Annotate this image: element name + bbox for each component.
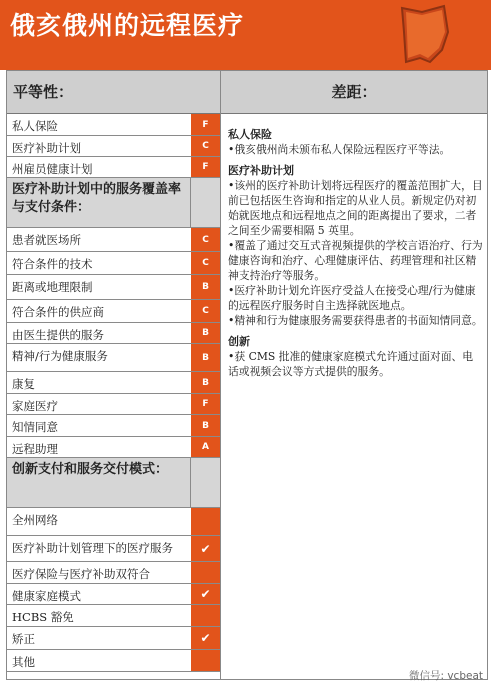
grade-row	[7, 562, 220, 584]
check-icon: ✔	[190, 536, 220, 561]
grade-row	[7, 584, 220, 605]
grade-row	[7, 437, 220, 458]
row-label: 远程助理	[12, 442, 58, 456]
row-label: 健康家庭模式	[12, 589, 81, 603]
gap-section-title: 私人保险	[228, 128, 272, 141]
grade-badge: C	[190, 136, 220, 156]
grade-row	[7, 136, 220, 157]
grade-row	[7, 114, 220, 136]
row-label: 其他	[12, 655, 35, 669]
grade-badge: B	[190, 275, 220, 299]
grade-row	[7, 372, 220, 394]
gap-item: •精神和行为健康服务需要获得患者的书面知情同意。	[228, 314, 483, 327]
row-label: 医疗保险与医疗补助双符合	[12, 567, 150, 581]
grade-badge: C	[190, 252, 220, 274]
page-title: 俄亥俄州的远程医疗	[10, 11, 245, 40]
grade-badge	[190, 178, 220, 227]
grade-badge: F	[190, 157, 220, 177]
grade-row	[7, 627, 220, 650]
row-label: 州雇员健康计划	[12, 162, 93, 176]
equality-header: 平等性：	[7, 71, 220, 114]
wechat-id: 微信号: vcbeat	[408, 670, 483, 682]
grade-row	[7, 252, 220, 275]
gap-item: •俄亥俄州尚未颁布私人保险远程医疗平等法。	[228, 143, 451, 156]
report-card-table	[6, 70, 488, 680]
section-header-row	[7, 178, 220, 228]
grade-badge	[190, 562, 220, 583]
grade-badge: B	[190, 344, 220, 371]
grade-row	[7, 344, 220, 372]
check-icon: ✔	[190, 584, 220, 604]
grade-badge: F	[190, 114, 220, 135]
grade-row	[7, 605, 220, 627]
row-label: 康复	[12, 377, 35, 391]
row-label: 由医生提供的服务	[12, 328, 104, 342]
grade-badge: A	[190, 437, 220, 457]
gaps-header: 差距：	[220, 71, 487, 114]
grade-row	[7, 536, 220, 562]
grade-row	[7, 323, 220, 344]
grade-badge: C	[190, 300, 220, 322]
grade-badge	[190, 458, 220, 507]
row-label: 距离或地理限制	[12, 280, 93, 294]
gap-item: •获 CMS 批准的健康家庭模式允许通过面对面、电话或视频会议等方式提供的服务。	[228, 350, 474, 378]
grade-row	[7, 508, 220, 536]
grade-badge	[190, 650, 220, 671]
row-label: 全州网络	[12, 513, 58, 527]
column-divider	[220, 71, 221, 679]
gap-item: •覆盖了通过交互式音视频提供的学校言语治疗、行为健康咨询和治疗、心理健康评估、药理管理和社区精神支持治疗等服务。	[228, 239, 483, 282]
row-label: 知情同意	[12, 420, 58, 434]
gap-section-title: 医疗补助计划	[228, 164, 294, 177]
row-label: 创新支付和服务交付模式：	[12, 462, 169, 477]
row-label: 矫正	[12, 632, 35, 646]
ohio-state-icon	[392, 2, 458, 68]
gap-section-title: 创新	[228, 335, 250, 348]
grade-row	[7, 415, 220, 437]
page-header	[0, 0, 491, 70]
grade-badge: C	[190, 228, 220, 251]
gap-item: •该州的医疗补助计划将远程医疗的覆盖范围扩大，目前已包括医生咨询和指定的从业人员。新规定仍对初始就医地点和远程地点之间的距离提出了要求，二者之间至少需要相隔 5 英里。	[228, 179, 483, 237]
row-label: HCBS 豁免	[12, 610, 74, 624]
row-label: 患者就医场所	[12, 233, 81, 247]
row-label: 精神/行为健康服务	[12, 349, 108, 363]
gaps-text	[228, 121, 483, 379]
grade-badge	[190, 605, 220, 626]
row-label: 家庭医疗	[12, 399, 58, 413]
check-icon: ✔	[190, 627, 220, 649]
section-header-row	[7, 458, 220, 508]
grade-badge	[190, 508, 220, 535]
row-label: 私人保险	[12, 119, 58, 133]
grade-row	[7, 228, 220, 252]
grade-badge: B	[190, 415, 220, 436]
grade-row	[7, 650, 220, 672]
row-label: 符合条件的供应商	[12, 305, 104, 319]
gap-item: •医疗补助计划允许医疗受益人在接受心理/行为健康的远程医疗服务时自主选择就医地点。	[228, 284, 476, 312]
row-label: 医疗补助计划管理下的医疗服务	[12, 541, 173, 555]
grade-row	[7, 394, 220, 415]
grade-badge: B	[190, 372, 220, 393]
row-label: 医疗补助计划中的服务覆盖率与支付条件：	[12, 182, 182, 215]
grade-badge: F	[190, 394, 220, 414]
row-label: 符合条件的技术	[12, 257, 93, 271]
grade-row	[7, 275, 220, 300]
grade-row	[7, 300, 220, 323]
grade-badge: B	[190, 323, 220, 343]
grade-row	[7, 157, 220, 178]
row-label: 医疗补助计划	[12, 141, 81, 155]
